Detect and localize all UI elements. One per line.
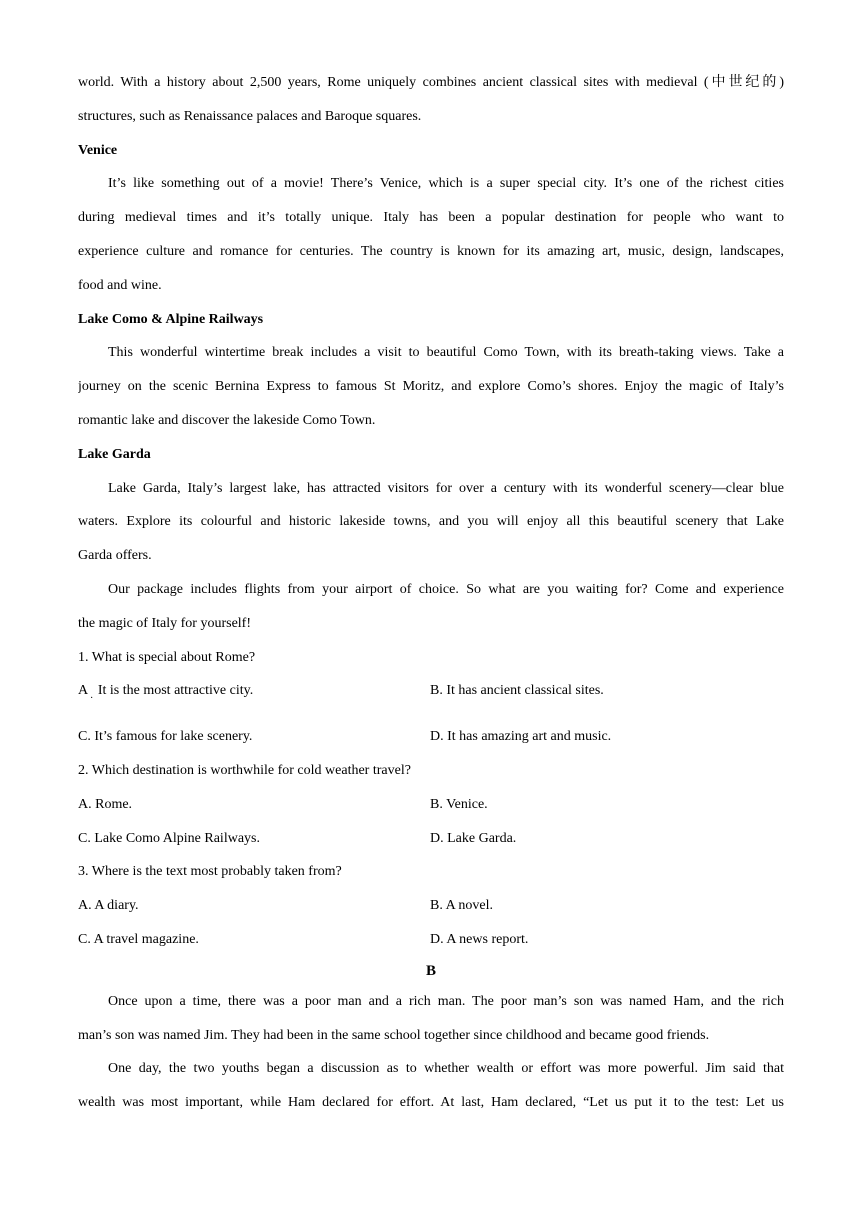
question-3-option-a: A. A diary.	[78, 898, 139, 914]
question-3-stem: 3. Where is the text most probably taken from?	[78, 864, 342, 880]
lake-garda-paragraph-line: waters. Explore its colourful and historic lakeside towns, and you will enjoy all this beautiful scenery that Lake	[78, 514, 784, 530]
lake-garda-paragraph-line: Lake Garda, Italy’s largest lake, has attracted visitors for over a century with its wonderful scenery—clear blue	[108, 480, 784, 496]
question-3-options-row	[78, 889, 784, 923]
lake-como-paragraph-line: romantic lake and discover the lakeside Como Town.	[78, 412, 376, 428]
lake-como-paragraph-line: journey on the scenic Bernina Express to famous St Moritz, and explore Como’s shores. Enjoy the magic of Italy’s	[78, 379, 784, 395]
section-b-paragraph-line: man’s son was named Jim. They had been in the same school together since childhood and became good friends.	[78, 1027, 710, 1043]
document-page	[78, 66, 784, 1120]
question-1-options-row	[78, 674, 784, 720]
lake-garda-heading: Lake Garda	[78, 446, 151, 462]
question-1-options-row	[78, 720, 784, 754]
venice-paragraph-line: during medieval times and it’s totally unique. Italy has been a popular destination for people who want to	[78, 210, 784, 226]
question-3-options-row	[78, 923, 784, 957]
venice-paragraph-line: experience culture and romance for centuries. The country is known for its amazing art, music, design, landscapes,	[78, 243, 784, 259]
rome-paragraph-line: world. With a history about 2,500 years, Rome uniquely combines ancient classical sites with medieval (中世纪的)	[78, 75, 784, 90]
question-2-option-a: A. Rome.	[78, 796, 133, 812]
section-b-paragraph-line: Once upon a time, there was a poor man and a rich man. The poor man’s son was named Ham, and the rich	[108, 993, 784, 1009]
rome-paragraph-line: structures, such as Renaissance palaces and Baroque squares.	[78, 108, 422, 124]
section-b-label: B	[425, 962, 436, 979]
question-2-options-row	[78, 788, 784, 822]
venice-heading: Venice	[78, 142, 118, 158]
closing-paragraph-line: Our package includes flights from your airport of choice. So what are you waiting for? Come and experience	[108, 581, 784, 597]
section-b-paragraph-line: One day, the two youths began a discussion as to whether wealth or effort was more powerful. Jim said that	[108, 1061, 784, 1077]
option-a-label: A	[78, 683, 88, 699]
question-3-option-b: B. A novel.	[430, 898, 494, 914]
question-2-options-row	[78, 822, 784, 856]
question-1-stem: 1. What is special about Rome?	[78, 649, 256, 665]
lake-como-paragraph-line: This wonderful wintertime break includes a visit to beautiful Como Town, with its breath-taking views. Take a	[108, 345, 784, 361]
question-3-option-c: C. A travel magazine.	[78, 931, 199, 947]
question-3-option-d: D. A news report.	[430, 931, 529, 947]
lake-garda-paragraph-line: Garda offers.	[78, 548, 152, 564]
question-2-option-c: C. Lake Como Alpine Railways.	[78, 830, 260, 846]
question-2-option-d: D. Lake Garda.	[430, 830, 517, 846]
option-a-text: It is the most attractive city.	[97, 683, 254, 699]
lake-como-heading: Lake Como & Alpine Railways	[78, 311, 264, 327]
venice-paragraph-line: It’s like something out of a movie! There’s Venice, which is a super special city. It’s one of the richest cities	[108, 176, 784, 192]
venice-paragraph-line: food and wine.	[78, 277, 162, 293]
option-a-dot-mark: ·	[90, 693, 94, 705]
section-b-paragraph-line: wealth was most important, while Ham declared for effort. At last, Ham declared, “Let us put it to the test: Let us	[78, 1095, 784, 1111]
closing-paragraph-line: the magic of Italy for yourself!	[78, 615, 251, 631]
question-1-option-b: B. It has ancient classical sites.	[430, 683, 604, 699]
question-1-option-d: D. It has amazing art and music.	[430, 729, 612, 745]
question-1-option-a	[78, 674, 430, 720]
question-2-stem: 2. Which destination is worthwhile for cold weather travel?	[78, 762, 411, 778]
question-2-option-b: B. Venice.	[430, 796, 488, 812]
question-1-option-c: C. It’s famous for lake scenery.	[78, 729, 253, 745]
